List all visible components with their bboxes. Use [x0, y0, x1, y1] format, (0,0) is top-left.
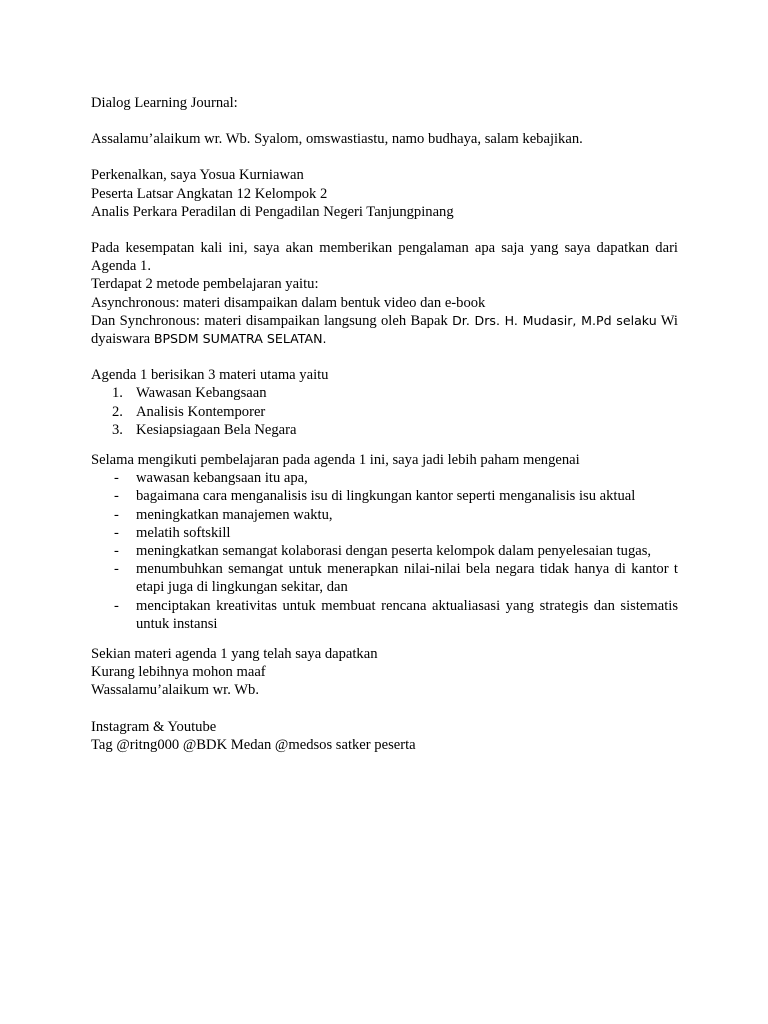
list-item: [91, 421, 678, 439]
instructor-role-word: selaku: [611, 312, 657, 328]
list-item: [91, 384, 678, 402]
list-item-text: Kesiapsiagaan Bela Negara: [136, 421, 297, 438]
greeting: Assalamu’alaikum wr. Wb. Syalom, omswastiastu, namo budhaya, salam kebajikan.: [91, 131, 583, 148]
agenda-list: [91, 384, 678, 439]
intro-line: Analis Perkara Peradilan di Pengadilan Negeri Tanjungpinang: [91, 203, 454, 220]
organization-name: BPSDM SUMATRA SELATAN: [153, 331, 323, 347]
list-item-text: meningkatkan semangat kolaborasi dengan peserta kelompok dalam penyelesaian tugas,: [136, 543, 652, 560]
list-item: [91, 487, 678, 505]
list-item: [91, 469, 678, 487]
instructor-role-dyaiswara: dyaiswara: [91, 331, 154, 348]
agenda-list-intro: Agenda 1 berisikan 3 materi utama yaitu: [91, 367, 329, 384]
list-dash: -: [114, 524, 119, 541]
list-item-text: menumbuhkan semangat untuk menerapkan nilai-nilai bela negara tidak hanya di kantor t etapi juga di lingkungan sekitar, dan: [136, 561, 678, 596]
list-number: 1.: [112, 385, 123, 402]
list-dash: -: [114, 506, 119, 523]
learning-list-intro: Selama mengikuti pembelajaran pada agenda 1 ini, saya jadi lebih paham mengenai: [91, 452, 580, 469]
method-sync-prefix: Dan Synchronous: materi disampaikan langsung oleh Bapak: [91, 312, 453, 329]
learning-list: [91, 469, 678, 633]
social-line: Instagram & Youtube: [91, 718, 217, 735]
list-item: [91, 506, 678, 524]
list-item-text: Wawasan Kebangsaan: [136, 385, 267, 402]
list-item-text: meningkatkan manajemen waktu,: [136, 506, 333, 523]
social-tags: Tag @ritng000 @BDK Medan @medsos satker peserta: [91, 736, 416, 753]
intro-line: Peserta Latsar Angkatan 12 Kelompok 2: [91, 185, 328, 202]
list-item: [91, 524, 678, 542]
closing-line: Sekian materi agenda 1 yang telah saya dapatkan: [91, 646, 378, 663]
social-block: [91, 718, 678, 754]
agenda-intro-paragraph: Pada kesempatan kali ini, saya akan memberikan pengalaman apa saja yang saya dapatkan dari Agenda 1.: [91, 240, 678, 275]
methods-intro: Terdapat 2 metode pembelajaran yaitu:: [91, 276, 319, 293]
closing-line: Kurang lebihnya mohon maaf: [91, 664, 266, 681]
method-sync: [91, 312, 678, 348]
list-item: [91, 403, 678, 421]
list-item: [91, 542, 678, 560]
method-async: Asynchronous: materi disampaikan dalam bentuk video dan e-book: [91, 294, 486, 311]
closing-block: [91, 645, 678, 700]
instructor-role-wi: Wi: [656, 312, 678, 329]
instructor-name: Dr. Drs. H. Mudasir, M.Pd: [452, 312, 612, 328]
list-item-text: Analisis Kontemporer: [136, 403, 266, 420]
list-item: [91, 560, 678, 596]
list-dash: -: [114, 488, 119, 505]
intro-block: [91, 166, 678, 221]
list-item-text: menciptakan kreativitas untuk membuat rencana aktualiasasi yang strategis dan sistematis untuk instansi: [136, 597, 678, 632]
intro-line: Perkenalkan, saya Yosua Kurniawan: [91, 167, 304, 184]
list-item-text: wawasan kebangsaan itu apa,: [136, 470, 308, 487]
document-page: [91, 94, 678, 754]
list-item: [91, 597, 678, 633]
closing-line: Wassalamu’alaikum wr. Wb.: [91, 682, 259, 699]
list-item-text: bagaimana cara menganalisis isu di lingkungan kantor seperti menganalisis isu aktual: [136, 488, 636, 505]
list-dash: -: [114, 597, 119, 614]
list-number: 2.: [112, 403, 123, 420]
list-item-text: melatih softskill: [136, 524, 231, 541]
sentence-end: .: [322, 331, 327, 347]
list-dash: -: [114, 561, 119, 578]
journal-title: Dialog Learning Journal:: [91, 95, 238, 111]
list-number: 3.: [112, 421, 123, 438]
list-dash: -: [114, 543, 119, 560]
list-dash: -: [114, 470, 119, 487]
